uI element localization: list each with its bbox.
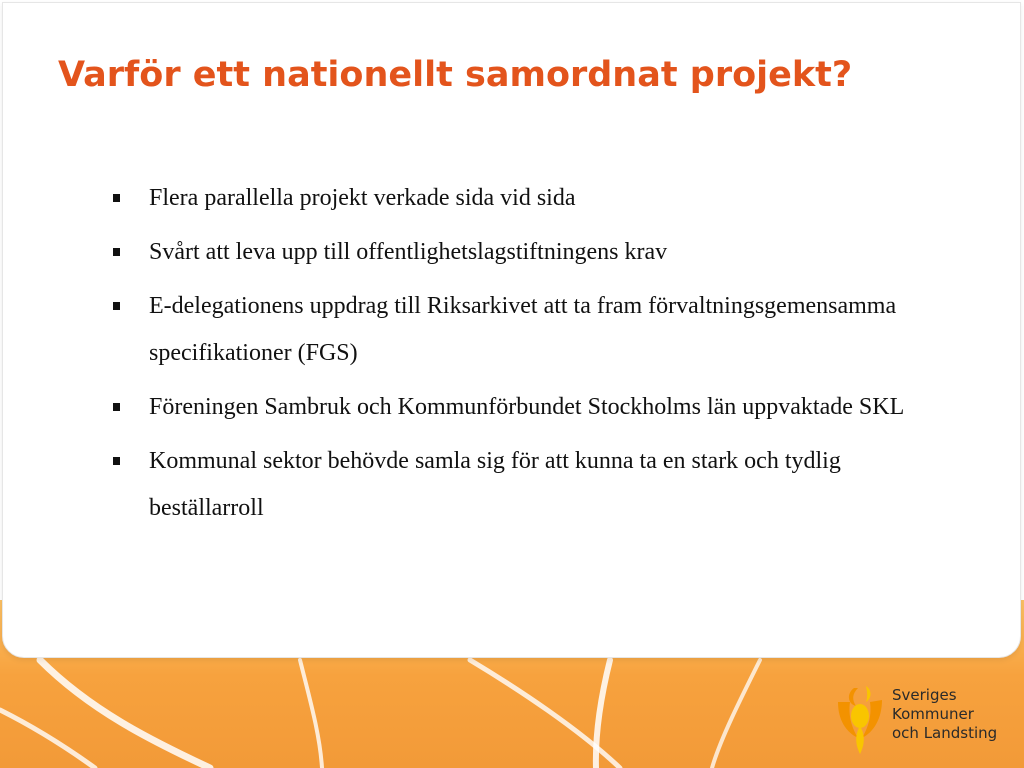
bullet-list (113, 175, 953, 539)
bullet-item (113, 229, 953, 276)
slide-title: Varför ett nationellt samordnat projekt? (58, 55, 853, 95)
square-bullet-icon (113, 248, 120, 256)
bullet-text: E-delegationens uppdrag till Riksarkivet att ta fram förvaltningsgemensamma specifikationer (FGS) (149, 293, 897, 366)
bullet-item (113, 438, 953, 532)
bullet-text: Flera parallella projekt verkade sida vid sida (149, 185, 576, 211)
bullet-item (113, 384, 953, 431)
bullet-item (113, 283, 953, 377)
bullet-item (113, 175, 953, 222)
logo-line-3: och Landsting (892, 724, 998, 742)
square-bullet-icon (113, 194, 120, 202)
bullet-text: Kommunal sektor behövde samla sig för att kunna ta en stark och tydlig beställarroll (149, 448, 841, 521)
skl-logo (832, 680, 1012, 756)
logo-line-2: Kommuner (892, 705, 974, 723)
bullet-text: Svårt att leva upp till offentlighetslagstiftningens krav (149, 239, 668, 265)
logo-line-1: Sveriges (892, 686, 957, 704)
square-bullet-icon (113, 403, 120, 411)
skl-logo-mark-icon (832, 680, 888, 756)
square-bullet-icon (113, 302, 120, 310)
logo-wordmark (892, 686, 997, 743)
bullet-text: Föreningen Sambruk och Kommunförbundet Stockholms län uppvaktade SKL (149, 394, 905, 420)
content-card (2, 2, 1021, 658)
square-bullet-icon (113, 457, 120, 465)
